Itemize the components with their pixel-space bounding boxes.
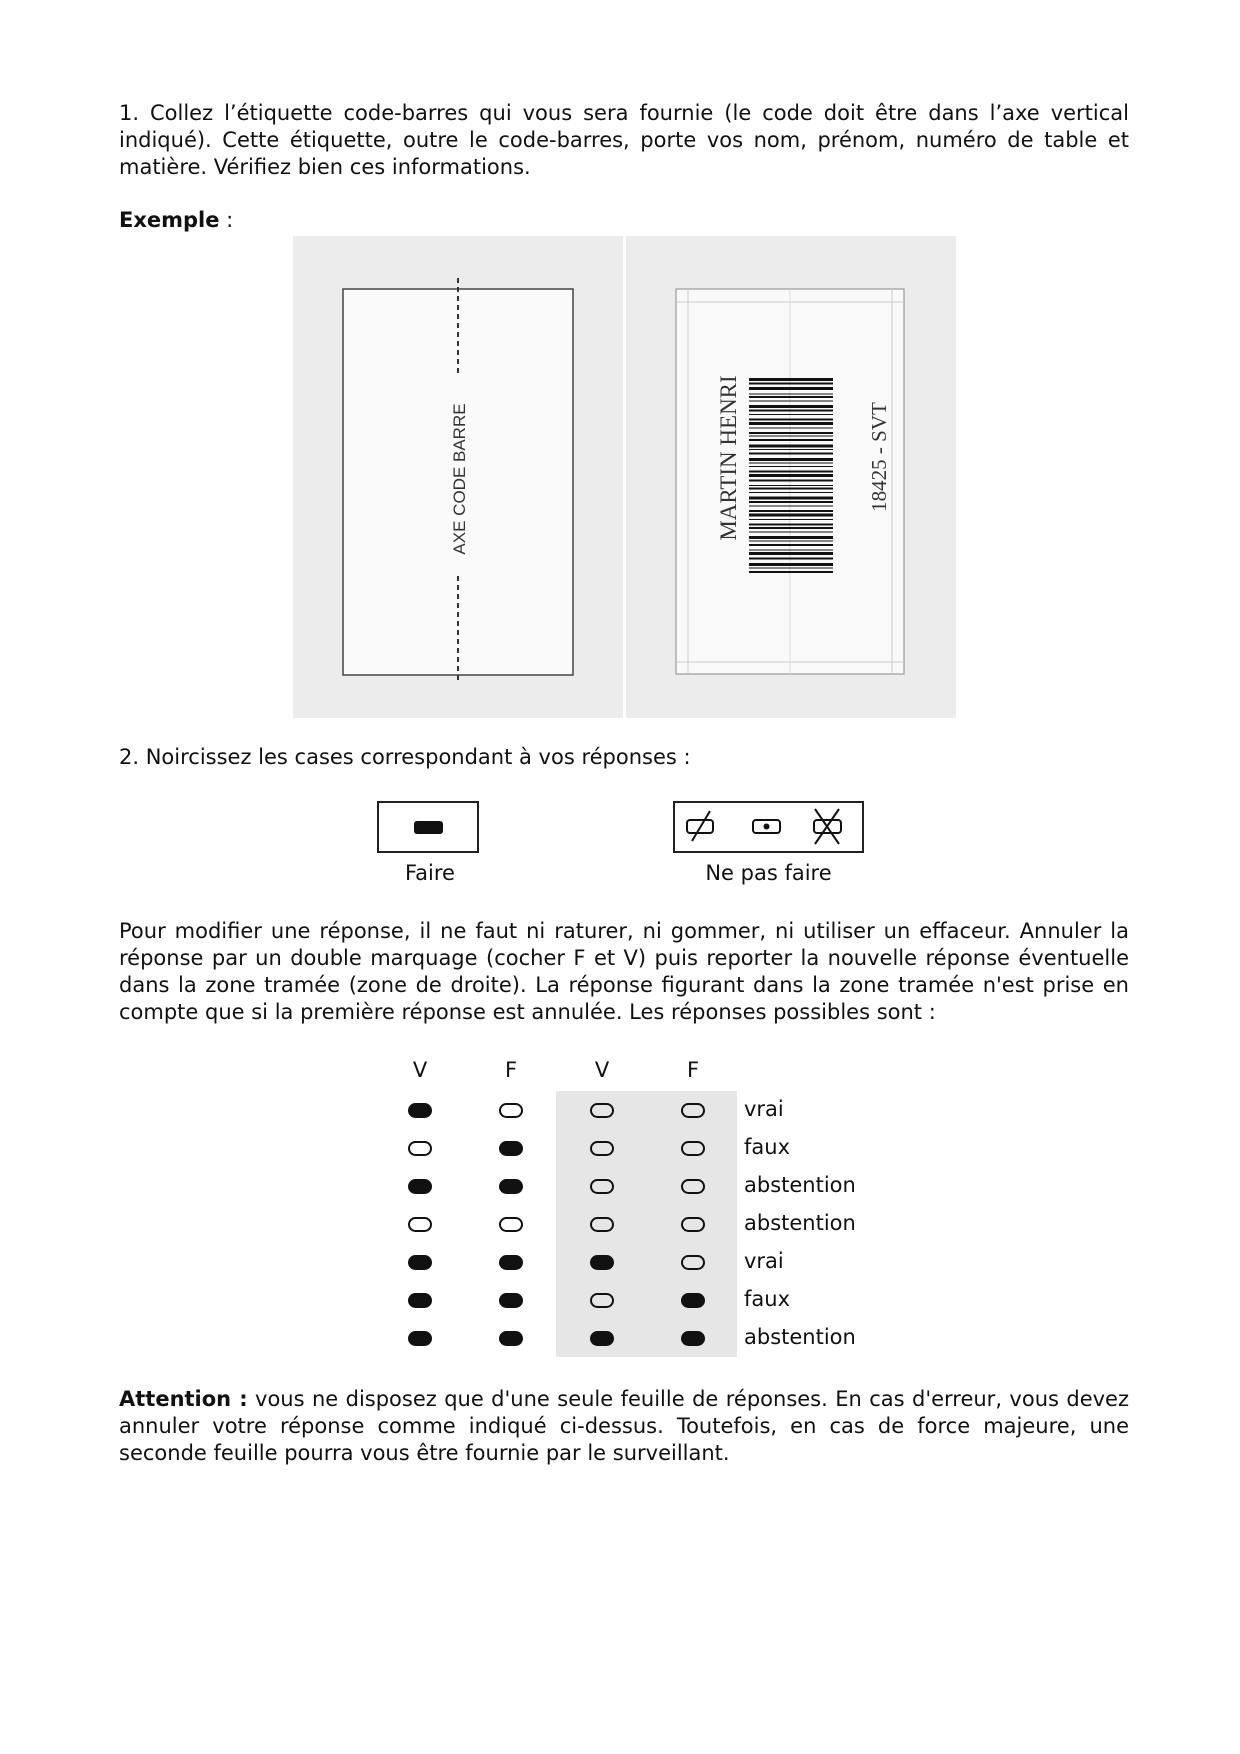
barcode-label-example-image: [626, 236, 956, 718]
filled-answer-box: [408, 1331, 432, 1346]
empty-answer-box: [590, 1179, 614, 1194]
student-name: MARTIN HENRI: [716, 375, 741, 541]
filled-box-icon: [414, 821, 443, 834]
filled-answer-box: [590, 1331, 614, 1346]
empty-answer-box: [590, 1293, 614, 1308]
example-label: Exemple: [119, 208, 220, 232]
correct-mark-example: [377, 801, 479, 853]
crossed-box-icon: [814, 809, 841, 844]
answer-result-label: faux: [744, 1135, 790, 1159]
answer-result-label: vrai: [744, 1097, 784, 1121]
column-header: F: [504, 1058, 518, 1082]
filled-answer-box: [408, 1179, 432, 1194]
column-header: V: [412, 1058, 428, 1082]
answer-result-label: faux: [744, 1287, 790, 1311]
filled-answer-box: [408, 1103, 432, 1118]
empty-answer-box: [408, 1141, 432, 1156]
dont-caption: Ne pas faire: [705, 861, 832, 885]
filled-answer-box: [681, 1331, 705, 1346]
dotted-box-icon: [753, 820, 780, 833]
empty-answer-box: [681, 1217, 705, 1232]
instruction-1: 1. Collez l’étiquette code-barres qui vous sera fournie (le code doit être dans l’axe vertical indiqué). Cette étiquette, outre le code-barres, porte vos nom, prénom, numéro de table et matière. Vérifiez bien ces informations.: [119, 101, 1129, 179]
empty-answer-box: [681, 1255, 705, 1270]
attention-text: vous ne disposez que d'une seule feuille de réponses. En cas d'erreur, vous devez annuler votre réponse comme indiqué ci-dessus. Toutefois, en cas de force majeure, une seconde feuille pourra vous être fournie par le surveillant.: [119, 1387, 1129, 1465]
filled-answer-box: [408, 1293, 432, 1308]
answer-result-label: abstention: [744, 1211, 856, 1235]
filled-answer-box: [499, 1293, 523, 1308]
filled-answer-box: [590, 1255, 614, 1270]
filled-answer-box: [499, 1141, 523, 1156]
table-and-subject: 18425 - SVT: [867, 402, 891, 512]
empty-answer-box: [590, 1141, 614, 1156]
barcode-axis-template-image: [293, 236, 623, 718]
example-heading: [119, 207, 1129, 234]
column-header: F: [686, 1058, 700, 1082]
filled-answer-box: [681, 1293, 705, 1308]
instruction-2: 2. Noircissez les cases correspondant à vos réponses :: [119, 745, 691, 769]
column-header: V: [594, 1058, 610, 1082]
incorrect-marks-example: [673, 801, 864, 853]
example-suffix: :: [219, 208, 234, 232]
empty-answer-box: [590, 1217, 614, 1232]
filled-answer-box: [499, 1331, 523, 1346]
empty-answer-box: [681, 1179, 705, 1194]
empty-answer-box: [499, 1217, 523, 1232]
barcode-axis-label: AXE CODE BARRE: [450, 403, 469, 555]
empty-answer-box: [681, 1103, 705, 1118]
modify-instructions: Pour modifier une réponse, il ne faut ni raturer, ni gommer, ni utiliser un effaceur. Annuler la réponse par un double marquage (cocher F et V) puis reporter la nouvelle réponse éventuelle dans la zone tramée (zone de droite). La réponse figurant dans la zone tramée n'est prise en compte que si la première réponse est annulée. Les réponses possibles sont :: [119, 919, 1129, 1024]
answer-result-label: abstention: [744, 1325, 856, 1349]
slashed-box-icon: [687, 811, 713, 841]
do-caption: Faire: [405, 861, 455, 885]
attention-label: Attention :: [119, 1387, 248, 1411]
empty-answer-box: [590, 1103, 614, 1118]
filled-answer-box: [499, 1255, 523, 1270]
shaded-zone: [556, 1091, 737, 1357]
answer-result-label: vrai: [744, 1249, 784, 1273]
filled-answer-box: [499, 1179, 523, 1194]
empty-answer-box: [499, 1103, 523, 1118]
filled-answer-box: [408, 1255, 432, 1270]
answer-result-label: abstention: [744, 1173, 856, 1197]
empty-answer-box: [681, 1141, 705, 1156]
attention-notice: [119, 1386, 1129, 1467]
empty-answer-box: [408, 1217, 432, 1232]
